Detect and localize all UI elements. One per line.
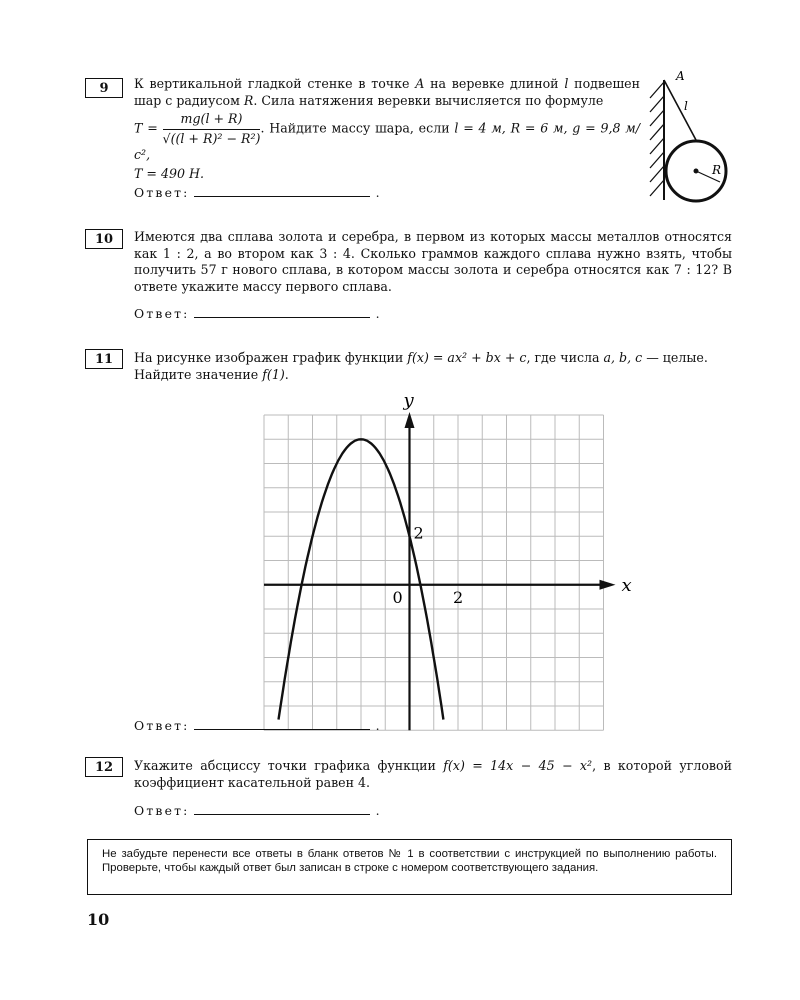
x-axis-label: x bbox=[621, 574, 632, 596]
label-l: l bbox=[684, 99, 688, 113]
problem-number-11: 11 bbox=[85, 349, 123, 369]
chart-axes bbox=[264, 412, 616, 730]
answer-11-field[interactable] bbox=[194, 719, 370, 730]
y-axis-label: y bbox=[403, 390, 414, 411]
label-R: R bbox=[712, 163, 722, 177]
origin-label: 0 bbox=[392, 587, 403, 607]
problem-number-12: 12 bbox=[85, 757, 123, 777]
page-number: 10 bbox=[87, 910, 110, 929]
wall-ball-figure bbox=[640, 68, 740, 208]
problem-number-9: 9 bbox=[85, 78, 123, 98]
answer-12-field[interactable] bbox=[194, 804, 370, 815]
problem-12-text: Укажите абсциссу точки графика функции f(x) = 14x − 45 − x², в которой угловой коэффициент касательной равен 4. bbox=[134, 758, 732, 790]
answer-9-field[interactable] bbox=[194, 186, 370, 197]
answer-10-field[interactable] bbox=[194, 307, 370, 318]
tension-formula: $\frac{mg(l + R)}{\text{√((l + R)² − R²)}}$ bbox=[162, 111, 261, 146]
y-tick-label: 2 bbox=[413, 523, 424, 543]
label-A: A bbox=[676, 69, 685, 83]
y-axis-arrow bbox=[405, 412, 415, 428]
chart-grid bbox=[264, 415, 604, 730]
answer-11: Ответ: . bbox=[134, 718, 380, 733]
x-tick-label: 2 bbox=[453, 587, 464, 607]
chart-labels bbox=[393, 390, 632, 607]
rope bbox=[664, 80, 696, 140]
parabola-chart bbox=[250, 388, 632, 708]
answer-9: Ответ: . bbox=[134, 185, 380, 200]
answer-12: Ответ: . bbox=[134, 803, 380, 818]
answer-10: Ответ: . bbox=[134, 306, 380, 321]
wall-hatching bbox=[650, 82, 664, 196]
problem-number-10: 10 bbox=[85, 229, 123, 249]
problem-10-text: Имеются два сплава золота и серебра, в первом из которых массы металлов относятся как 1 : 2, а во втором как 3 : 4. Сколько граммов каждого сплава нужно взять, чтобы получить 57 г нового сплава, в котором массы золота и серебра относятся как 7 : 12? В ответе укажите массу первого сплава. bbox=[134, 229, 732, 294]
x-axis-arrow bbox=[600, 580, 616, 590]
problem-9-text: К вертикальной гладкой стенке в точке A на веревке длиной l подвешен шар с радиусом R. Сила натяжения веревки вычисляется по формуле T = $\frac{mg(l + R)}{\text{√((l + R)² − R²)}}$ . Найдите массу шара, если l = 4 м, R = 6 м, g = 9,8 м/с², T = 490 Н. bbox=[134, 76, 641, 181]
instructions-notice: Не забудьте перенести все ответы в бланк ответов № 1 в соответствии с инструкцией по выполнению работы. Проверьте, чтобы каждый ответ был записан в строке с номером соответствующего задания. bbox=[87, 839, 732, 895]
problem-11-text: На рисунке изображен график функции f(x) = ax² + bx + c, где числа a, b, c — целые. Найдите значение f(1). bbox=[134, 350, 708, 382]
